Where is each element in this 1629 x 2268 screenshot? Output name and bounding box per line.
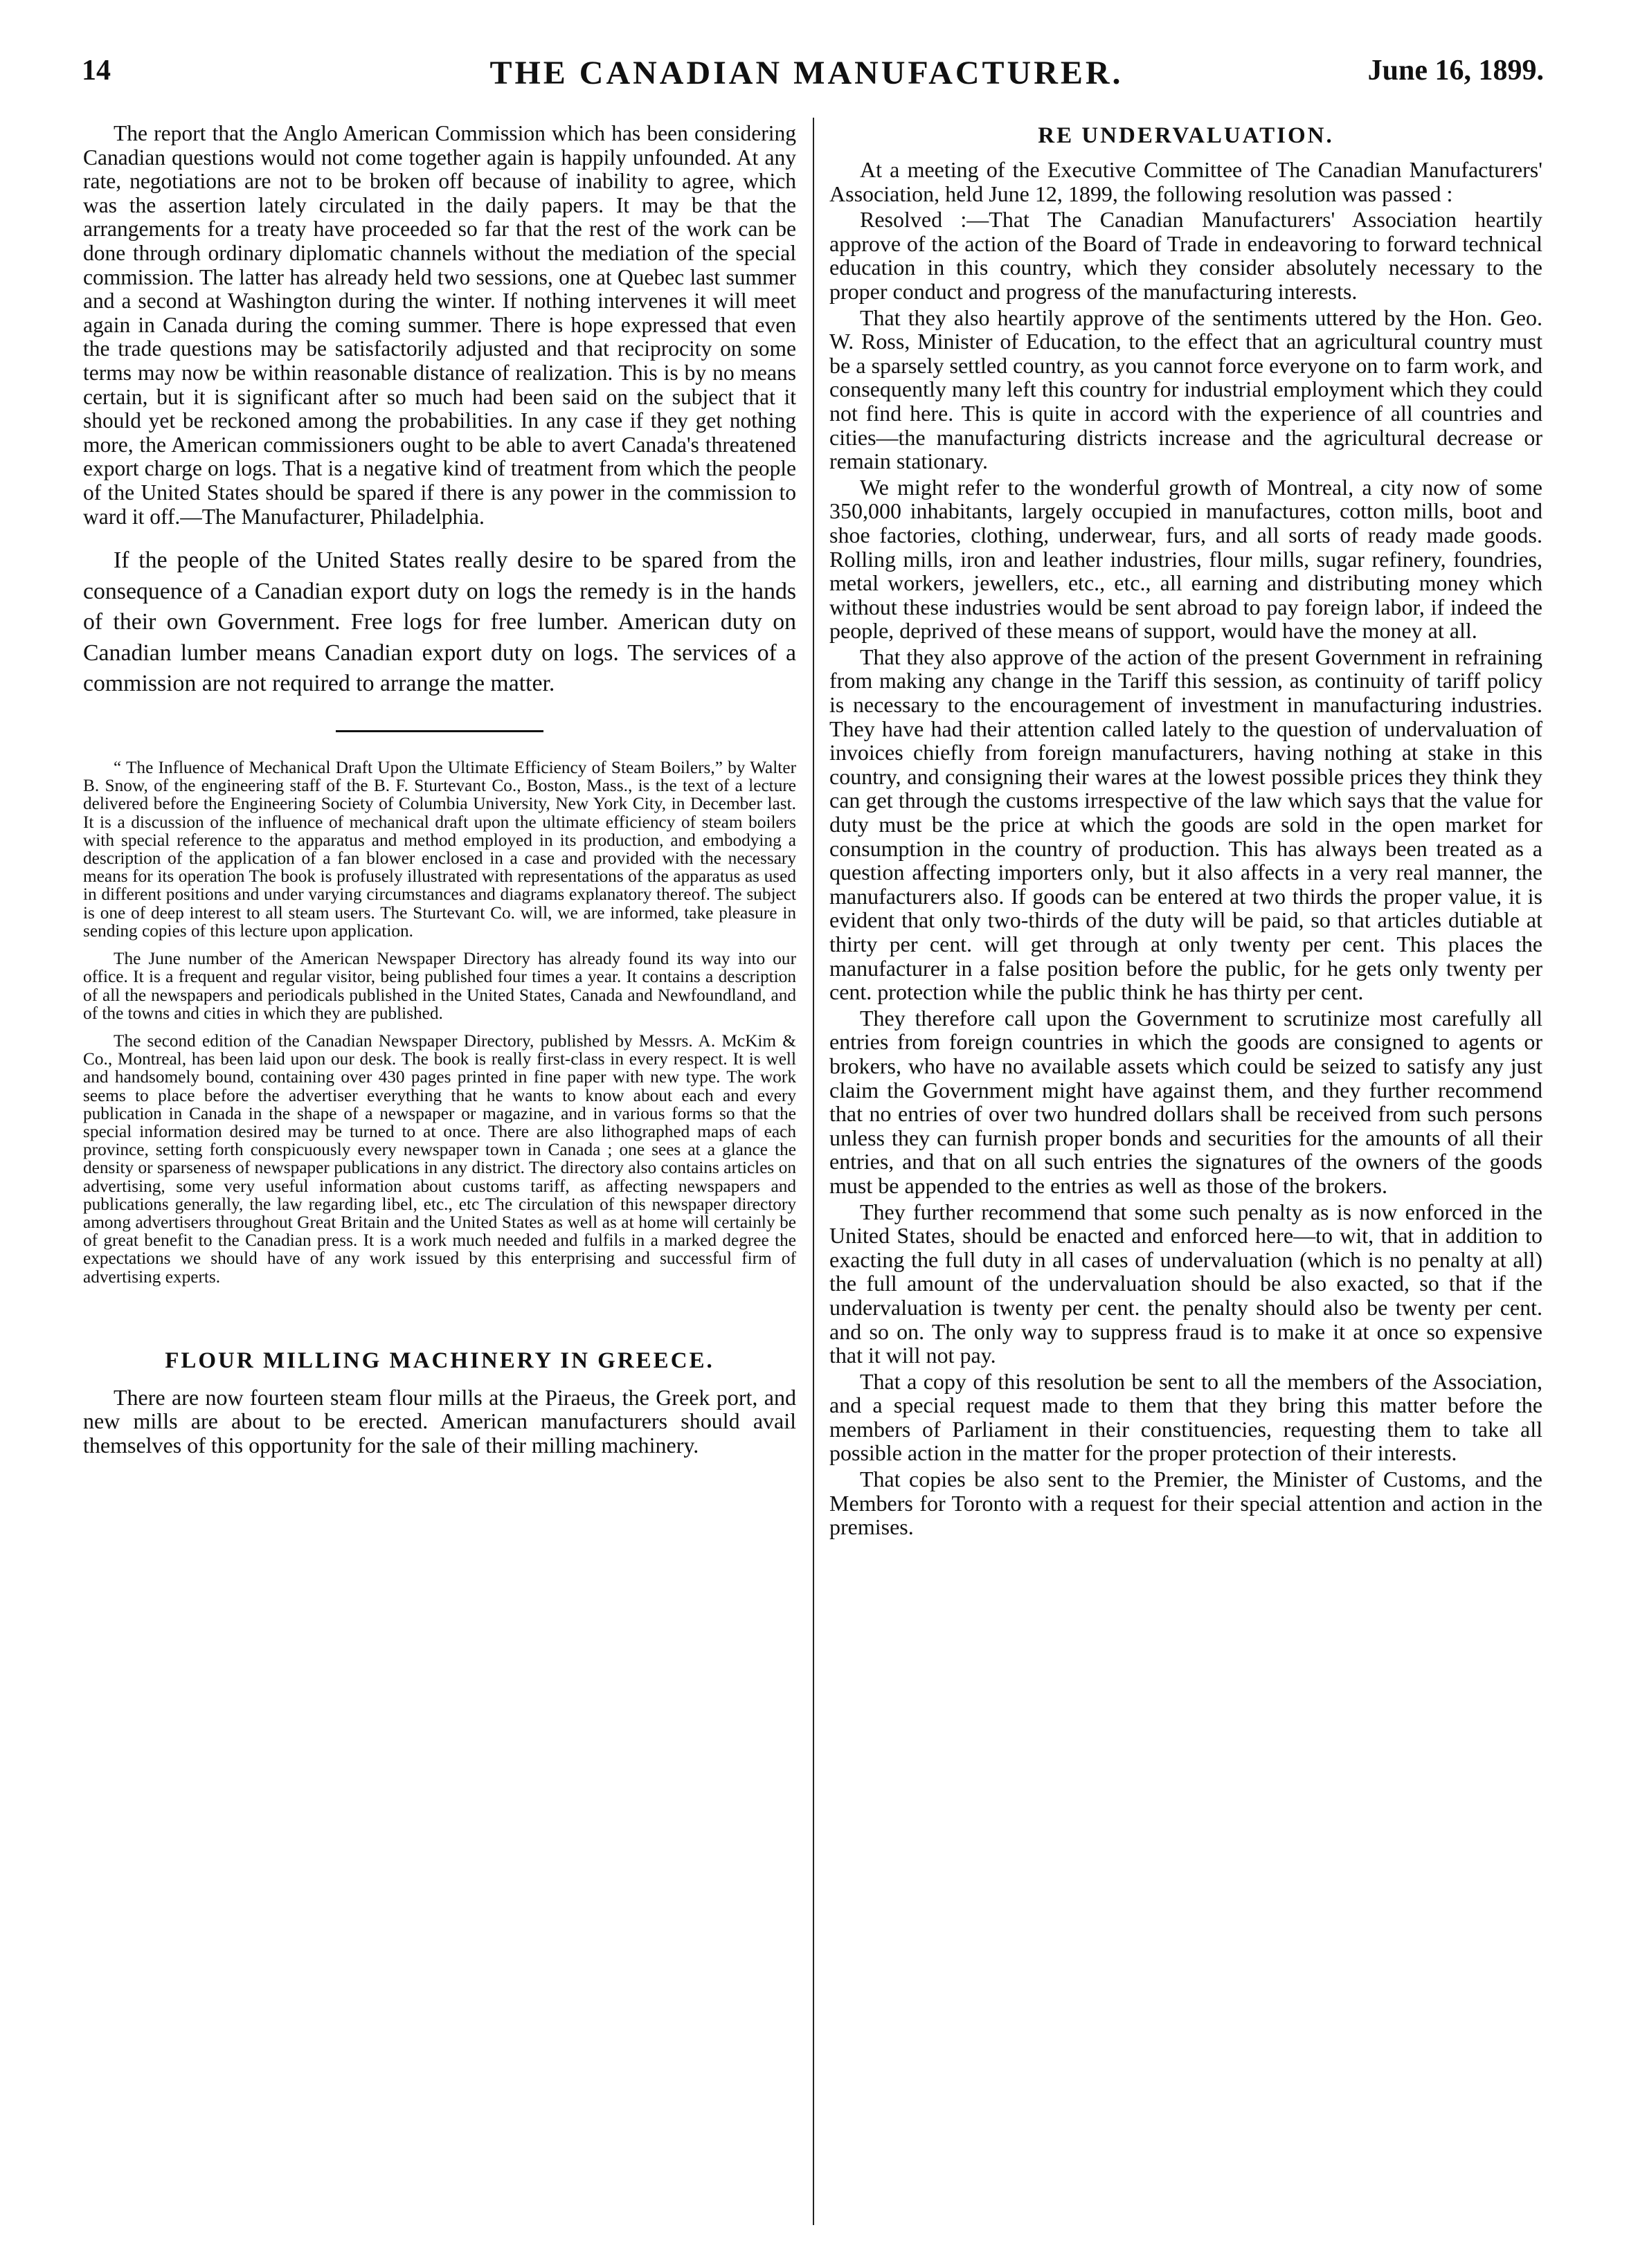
left-column	[83, 122, 796, 1458]
masthead-title: THE CANADIAN MANUFACTURER.	[489, 55, 1124, 91]
resolution-paragraph: Resolved :—That The Canadian Manufacturers' Association heartily approve of the action of the Board of Trade in endeavoring to forward technical education in this country, which they consider absolutely necessary to the proper conduct and progress of the manufacturing interests.	[829, 207, 1542, 304]
page-number: 14	[82, 55, 111, 87]
right-column	[829, 122, 1542, 1541]
resolution-paragraph: They further recommend that some such penalty as is now enforced in the United States, should be enacted and enforced here—to wit, that in addition to exacting the full duty in all cases of undervaluation (which is no penalty at all) the full amount of the undervaluation should be also exacted, so that if the undervaluation is twenty per cent. the penalty should also be twenty per cent. and so on. The only way to suppress fraud is to make it at once so expensive that it will not pay.	[829, 1199, 1542, 1368]
resolution-paragraph: That they also heartily approve of the sentiments uttered by the Hon. Geo. W. Ross, Minister of Education, to the effect that an agricultural country must be a sparsely settled country, as you cannot force everyone on to farm work, and consequently many left this country for industrial employment which they could not find here. This is quite in accord with the experience of all countries and cities—the manufacturing districts increase and the agricultural decrease or remain stationary.	[829, 305, 1542, 474]
issue-date: June 16, 1899.	[1367, 55, 1544, 87]
resolution-paragraph: That they also approve of the action of the present Government in refraining from making any change in the Tariff this session, as continuity of tariff policy is necessary to the encouragement of investment in manufacturing industries. They have had their attention called lately to the question of undervaluation of invoices chiefly from foreign manufacturers, having nothing at stake in this country, and consigning their wares at the lowest possible prices they think they can get through the customs irrespective of the law which says that the value for duty must be the price at which the goods are sold in the open market for consumption in the country of production. This has always been treated as a question affecting importers only, but it also affects in a very real manner, the manufacturers also. If goods can be entered at two thirds the proper value, it is evident that only two-thirds of the duty will be paid, so that articles dutiable at thirty per cent. will get through at only twenty per cent. This places the manufacturer in a false position before the public, for he gets only twenty per cent. protection while the public think he has thirty per cent.	[829, 644, 1542, 1005]
commission-article: The report that the Anglo American Commission which has been considering Canadian questions would not come together again is happily unfounded. At any rate, negotiations are not to be broken off because of inability to agree, which was the assertion lately circulated in the daily papers. It may be that the arrangements for a treaty have proceeded so far that the rest of the work can be done through ordinary diplomatic channels without the mediation of the special commission. The latter has already held two sessions, one at Quebec last summer and a second at Washington during the winter. If nothing intervenes it will meet again in Canada during the coming summer. There is hope expressed that even the trade questions may be satisfactorily adjusted and that reciprocity on some terms may now be within reasonable distance of realization. This is by no means certain, but it is significant after so much had been said on the subject that it should yet be reckoned among the probabilities. In any case if they get nothing more, the American commissioners ought to be able to avert Canada's threatened export charge on logs. That is a negative kind of treatment from which the people of the United States should be spared if there is any power in the commission to ward it off.—The Manufacturer, Philadelphia.	[83, 121, 796, 529]
section-rule	[336, 730, 543, 732]
resolution-paragraph: At a meeting of the Executive Committee of The Canadian Manufacturers' Association, held June 12, 1899, the following resolution was passed :	[829, 157, 1542, 206]
flour-milling-text: There are now fourteen steam flour mills at the Piraeus, the Greek port, and new mills are about to be erected. American manufacturers should avail themselves of this opportunity for the sale of their milling machinery.	[83, 1384, 796, 1458]
undervaluation-heading: RE UNDERVALUATION.	[1038, 123, 1334, 148]
flour-milling-heading: FLOUR MILLING MACHINERY IN GREECE.	[165, 1348, 714, 1373]
note-canadian-directory: The second edition of the Canadian Newspaper Directory, published by Messrs. A. McKim & Co., Montreal, has been laid upon our desk. The book is really first-class in every respect. It is well and handsomely bound, containing over 430 pages printed in fine paper with new type. The work seems to place before the advertiser everything that he wants to know about each and every publication in Canada in the shape of a newspaper or magazine, and in various forms so that the special information desired may be turned to at once. There are also lithographed maps of each province, setting forth conspicuously every newspaper town in Canada ; one sees at a glance the density or sparseness of newspaper publications in any district. The directory also contains articles on advertising, some very useful information about customs tariff, as affecting newspapers and publications generally, the law regarding libel, etc., etc The circulation of this newspaper directory among advertisers throughout Great Britain and the United States as well as at home will certainly be of great benefit to the Canadian press. It is a work much needed and fulfils in a marked degree the expectations we should have of any work issued by this enterprising and successful firm of advertising experts.	[83, 1031, 796, 1287]
note-american-directory: The June number of the American Newspaper Directory has already found its way into our office. It is a frequent and regular visitor, being published four times a year. It contains a description of all the newspapers and periodicals published in the United States, Canada and Newfoundland, and of the towns and cities in which they are published.	[83, 949, 796, 1023]
resolution-paragraph: They therefore call upon the Government to scrutinize most carefully all entries from foreign countries in which the goods are consigned to agents or brokers, who have no available assets which could be seized to satisfy any just claim the Government might have against them, and they further recommend that no entries of over two hundred dollars shall be received from such persons unless they can furnish proper bonds and securities for the amounts of all their entries, and that on all such entries the signatures of the owners of the goods must be appended to the entries as well as those of the brokers.	[829, 1005, 1542, 1198]
editorial-comment: If the people of the United States really desire to be spared from the consequence of a Canadian export duty on logs the remedy is in the hands of their own Government. Free logs for free lumber. American duty on Canadian lumber means Canadian export duty on logs. The services of a commission are not required to arrange the matter.	[83, 547, 796, 697]
resolution-paragraph: We might refer to the wonderful growth of Montreal, a city now of some 350,000 inhabitants, largely occupied in manufactures, cotton mills, boot and shoe factories, clothing, underwear, furs, and all sorts of ready made goods. Rolling mills, iron and leather industries, flour mills, sugar refinery, foundries, metal workers, jewellers, etc., etc., all earning and distributing money which without these industries would be sent abroad to pay foreign labor, if indeed the people, deprived of these means of support, would have the money at all.	[829, 474, 1542, 644]
resolution-paragraph: That copies be also sent to the Premier, the Minister of Customs, and the Members for Toronto with a request for their special attention and action in the premises.	[829, 1467, 1542, 1540]
page-header	[69, 54, 1544, 102]
note-mechanical-draft: “ The Influence of Mechanical Draft Upon the Ultimate Efficiency of Steam Boilers,” by Walter B. Snow, of the engineering staff of the B. F. Sturtevant Co., Boston, Mass., is the text of a lecture delivered before the Engineering Society of Columbia University, New York City, in December last. It is a discussion of the influence of mechanical draft upon the ultimate efficiency of steam boilers with special reference to the apparatus and method employed in its production, and embodying a description of the application of a fan blower enclosed in a case and provided with the necessary means for its operation The book is profusely illustrated with representations of the apparatus as used in different positions and under varying circumstances and diagrams explanatory thereof. The subject is one of deep interest to all steam users. The Sturtevant Co. will, we are informed, take pleasure in sending copies of this lecture upon application.	[83, 758, 796, 941]
column-divider	[813, 118, 814, 2225]
resolution-paragraph: That a copy of this resolution be sent to all the members of the Association, and a special request made to them that they bring this matter before the members of Parliament in their constituencies, requesting them to take all possible action in the matter for the proper protection of their interests.	[829, 1368, 1542, 1466]
